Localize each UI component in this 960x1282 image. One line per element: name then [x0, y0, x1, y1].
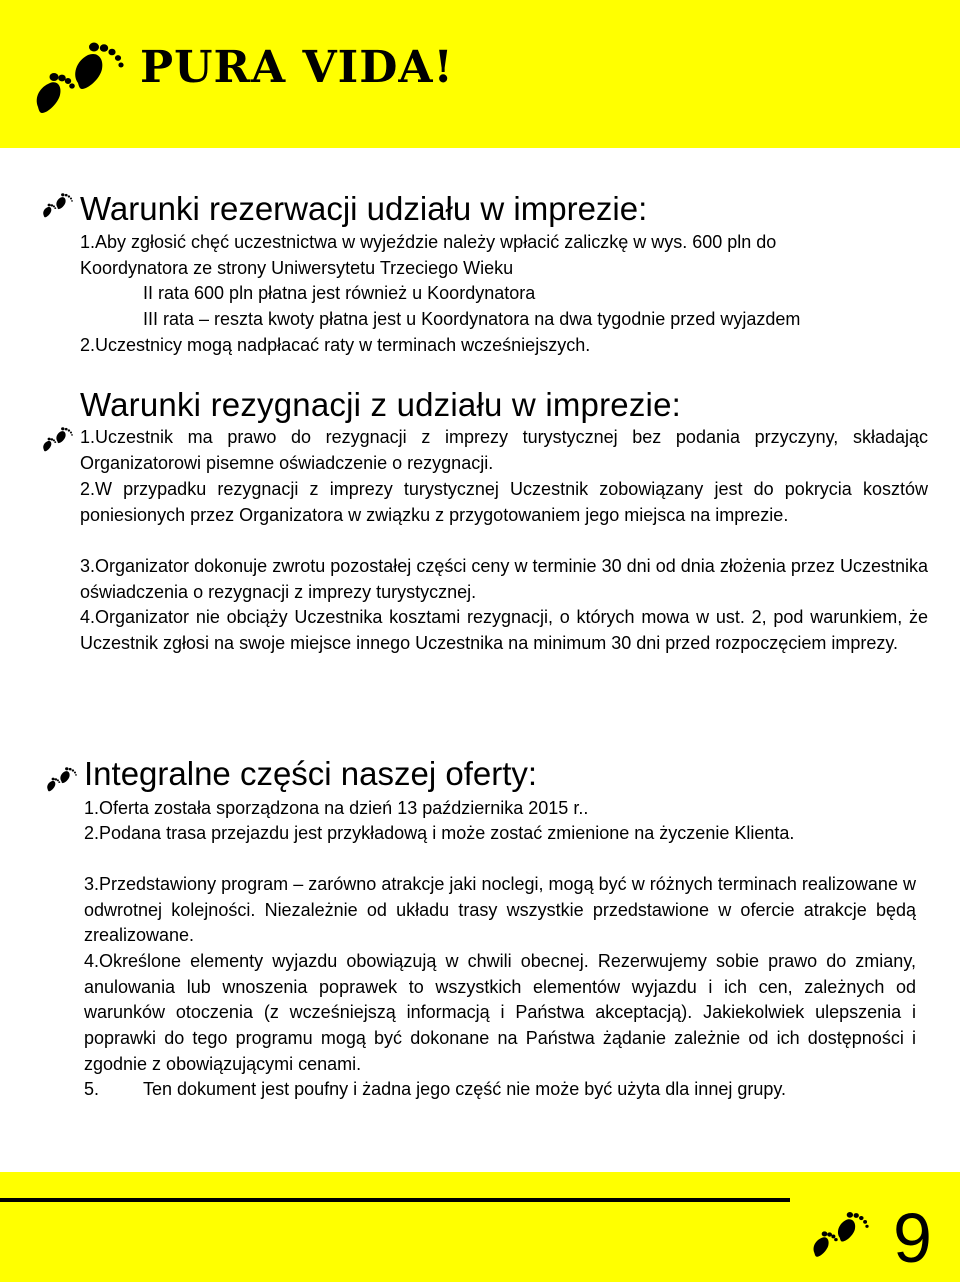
offer-paragraph-2: 2.Podana trasa przejazdu jest przykładową i może zostać zmienione na życzenie Klienta. — [84, 823, 795, 843]
reservation-line-3: II rata 600 pln płatna jest również u Koordynatora — [143, 283, 536, 303]
offer-paragraph-5-number: 5. — [84, 1079, 100, 1099]
footprints-icon — [40, 424, 76, 452]
reservation-line-1: 1.Aby zgłosić chęć uczestnictwa w wyjeździe należy wpłacić zaliczkę w wys. 600 pln do — [80, 232, 777, 252]
offer-paragraph-3: 3.Przedstawiony program – zarówno atrakcje jaki noclegi, mogą być w różnych terminach realizowane w odwrotnej kolejności. Niezależnie od układu trasy wszystkie przedstawione w ofercie atrakcje będą zrealizowane. — [84, 874, 916, 946]
section-title-cancellation: Warunki rezygnacji z udziału w imprezie: — [80, 386, 681, 423]
offer-paragraph-1: 1.Oferta została sporządzona na dzień 13 października 2015 r.. — [84, 798, 589, 818]
page-number: 9 — [893, 1199, 932, 1277]
footprints-icon — [30, 33, 130, 115]
header-band — [0, 0, 960, 148]
section-title-offer: Integralne części naszej oferty: — [84, 755, 538, 792]
offer-paragraph-5-text: Ten dokument jest poufny i żadna jego część nie może być użyta dla innej grupy. — [143, 1079, 787, 1099]
footprints-icon — [44, 764, 80, 792]
cancellation-paragraph-1: 1.Uczestnik ma prawo do rezygnacji z imprezy turystycznej bez podania przyczyny, składając Organizatorowi pisemne oświadczenie o rezygnacji. — [80, 427, 928, 473]
section-title-reservation: Warunki rezerwacji udziału w imprezie: — [80, 190, 648, 227]
reservation-line-4: III rata – reszta kwoty płatna jest u Koordynatora na dwa tygodnie przed wyjazdem — [143, 309, 801, 329]
footer-divider — [0, 1198, 790, 1202]
footprints-icon — [40, 190, 76, 218]
offer-paragraph-4: 4.Określone elementy wyjazdu obowiązują w chwili obecnej. Rezerwujemy sobie prawo do zmiany, anulowania lub wnoszenia poprawek to wszystkich elementów wyjazdu i ich cen, zależnych od warunków otoczenia (z wcześniejszą informacją i Państwa akceptacją). Jakiekolwiek ulepszenia i poprawki do tego programu mogą być dokonane na Państwa żądanie zależnie od ich dostępności i zgodnie z obowiązującymi cenami. — [84, 951, 916, 1074]
logo-text: PURA VIDA! — [140, 42, 454, 93]
cancellation-paragraph-4: 4.Organizator nie obciąży Uczestnika kosztami rezygnacji, o których mowa w ust. 2, pod warunkiem, że Uczestnik zgłosi na swoje miejsce innego Uczestnika na minimum 30 dni przed rozpoczęciem imprezy. — [80, 607, 928, 653]
cancellation-paragraph-2: 2.W przypadku rezygnacji z imprezy turystycznej Uczestnik zobowiązany jest do pokrycia kosztów poniesionych przez Organizatora w związku z przygotowaniem jego miejsca na imprezie. — [80, 479, 928, 525]
reservation-line-5: 2.Uczestnicy mogą nadpłacać raty w terminach wcześniejszych. — [80, 335, 591, 355]
cancellation-paragraph-3: 3.Organizator dokonuje zwrotu pozostałej części ceny w terminie 30 dni od dnia złożenia przez Uczestnika oświadczenia o rezygnacji z imprezy turystycznej. — [80, 556, 928, 602]
reservation-line-2: Koordynatora ze strony Uniwersytetu Trzeciego Wieku — [80, 258, 514, 278]
footprints-icon — [808, 1206, 874, 1258]
